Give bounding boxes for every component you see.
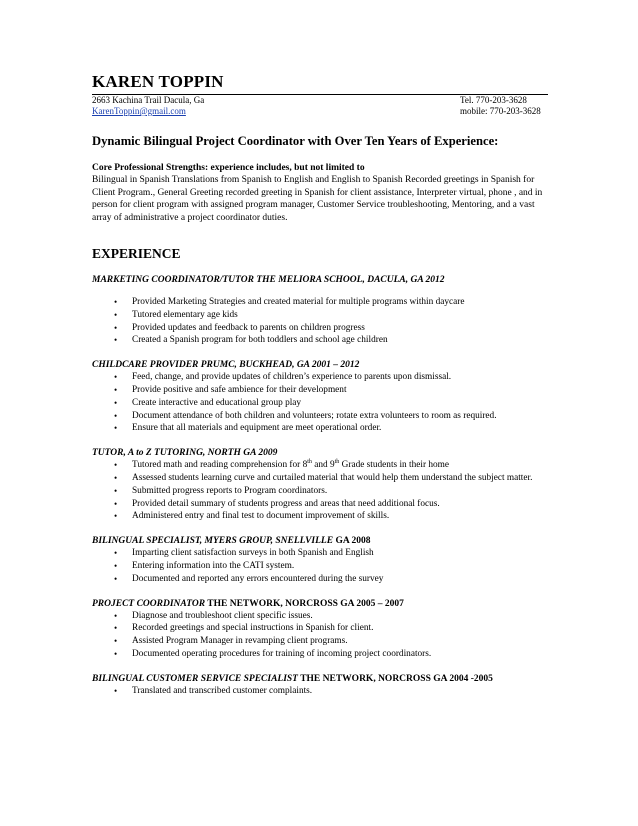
contact-right bbox=[460, 95, 548, 117]
job-bullet bbox=[106, 371, 548, 384]
job-bullet bbox=[106, 397, 548, 410]
job-bullet bbox=[106, 472, 548, 485]
job-title-plain: THE NETWORK, NORCROSS GA 2005 – 2007 bbox=[205, 598, 404, 609]
bullet-dot-icon: • bbox=[114, 560, 118, 571]
bullet-dot-icon: • bbox=[114, 322, 118, 333]
job-bullet bbox=[106, 610, 548, 623]
job-title bbox=[92, 673, 548, 685]
job-bullet-text: Recorded greetings and special instructions in Spanish for client. bbox=[132, 623, 374, 634]
bullet-dot-icon: • bbox=[114, 397, 118, 408]
job-bullet-text: Documented operating procedures for training of incoming project coordinators. bbox=[132, 648, 432, 659]
job-entry bbox=[92, 359, 548, 435]
job-title bbox=[92, 447, 548, 459]
job-title bbox=[92, 359, 548, 371]
job-bullet-text: Tutored elementary age kids bbox=[132, 309, 238, 320]
job-bullet-text: Create interactive and educational group play bbox=[132, 397, 302, 408]
job-bullet-text: Translated and transcribed customer complaints. bbox=[132, 685, 313, 696]
job-bullet bbox=[106, 322, 548, 335]
job-bullet-text: Imparting client satisfaction surveys in both Spanish and English bbox=[132, 548, 374, 559]
job-title bbox=[92, 535, 548, 547]
bullet-dot-icon: • bbox=[114, 573, 118, 584]
job-title-italic: PROJECT COORDINATOR bbox=[92, 598, 206, 609]
bullet-dot-icon: • bbox=[114, 309, 118, 320]
job-entry bbox=[92, 535, 548, 585]
job-bullet-list bbox=[92, 610, 548, 661]
bullet-dot-icon: • bbox=[114, 511, 118, 522]
job-bullet bbox=[106, 635, 548, 648]
bullet-dot-icon: • bbox=[114, 648, 118, 659]
job-bullet bbox=[106, 334, 548, 347]
job-bullet-text: Assisted Program Manager in revamping client programs. bbox=[132, 636, 348, 647]
bullet-dot-icon: • bbox=[114, 623, 118, 634]
job-bullet bbox=[106, 459, 548, 472]
job-entry bbox=[92, 274, 548, 347]
job-bullet bbox=[106, 685, 548, 698]
job-bullet bbox=[106, 560, 548, 573]
job-bullet-list bbox=[92, 296, 548, 347]
telephone: Tel. 770-203-3628 bbox=[460, 95, 527, 105]
bullet-dot-icon: • bbox=[114, 636, 118, 647]
job-bullet-text: Provide positive and safe ambience for their development bbox=[132, 384, 347, 395]
job-bullet-text: Provided detail summary of students progress and areas that need additional focus. bbox=[132, 498, 440, 509]
job-bullet bbox=[106, 622, 548, 635]
job-title-italic: TUTOR, A to Z TUTORING, NORTH GA 2009 bbox=[92, 448, 278, 459]
bullet-dot-icon: • bbox=[114, 410, 118, 421]
job-title-plain: GA 2008 bbox=[333, 536, 371, 547]
job-bullet-text: Tutored math and reading comprehension for 8th and 9th Grade students in their home bbox=[132, 459, 450, 471]
job-bullet bbox=[106, 422, 548, 435]
job-bullet-list bbox=[92, 371, 548, 435]
job-bullet-text: Created a Spanish program for both toddlers and school age children bbox=[132, 335, 388, 346]
job-title bbox=[92, 274, 548, 286]
job-title-plain: THE NETWORK, NORCROSS GA 2004 -2005 bbox=[298, 673, 493, 684]
job-title-italic: MARKETING COORDINATOR/TUTOR THE MELIORA SCHOOL, DACULA, GA 2012 bbox=[92, 275, 445, 285]
bullet-dot-icon: • bbox=[114, 423, 118, 434]
bullet-dot-icon: • bbox=[114, 372, 118, 383]
bullet-dot-icon: • bbox=[114, 472, 118, 483]
job-bullet bbox=[106, 498, 548, 511]
job-entry bbox=[92, 598, 548, 661]
bullet-dot-icon: • bbox=[114, 297, 118, 307]
bullet-dot-icon: • bbox=[114, 498, 118, 509]
job-bullet-text: Ensure that all materials and equipment are meet operational order. bbox=[132, 423, 382, 434]
experience-list bbox=[92, 274, 548, 698]
job-bullet bbox=[106, 485, 548, 498]
job-bullet-text: Assessed students learning curve and curtailed material that would help them understand the subject matter. bbox=[132, 472, 533, 483]
job-bullet-list bbox=[92, 547, 548, 585]
job-bullet-text: Document attendance of both children and volunteers; rotate extra volunteers to room as required. bbox=[132, 410, 497, 421]
contact-left bbox=[92, 95, 204, 117]
job-title-italic: BILINGUAL SPECIALIST, MYERS GROUP, SNELLVILLE bbox=[92, 536, 334, 547]
job-bullet bbox=[106, 547, 548, 560]
job-bullet-text: Diagnose and troubleshoot client specific issues. bbox=[132, 610, 313, 621]
job-bullet-list bbox=[92, 685, 548, 698]
job-bullet bbox=[106, 573, 548, 586]
core-strengths-text: Bilingual in Spanish Translations from Spanish to English and English to Spanish Recorded greetings in Spanish for Client Program., General Greeting recorded greeting in Spanish for client assistance, Interpreter virtual, phone , and in person for client program with assigned program manager, Customer Service troubleshooting, Mentoring, and a vast array of administrative a project coordinator duties. bbox=[92, 175, 543, 223]
job-entry bbox=[92, 447, 548, 523]
bullet-dot-icon: • bbox=[114, 685, 118, 696]
job-bullet-text: Entering information into the CATI system. bbox=[132, 560, 295, 571]
job-bullet-text: Administered entry and final test to document improvement of skills. bbox=[132, 511, 390, 522]
contact-block bbox=[92, 95, 548, 117]
job-bullet-text: Provided updates and feedback to parents on children progress bbox=[132, 322, 365, 333]
job-bullet bbox=[106, 296, 548, 309]
core-strengths-label: Core Professional Strengths: experience includes, but not limited to bbox=[92, 163, 365, 173]
job-bullet bbox=[106, 510, 548, 523]
job-bullet-text: Submitted progress reports to Program coordinators. bbox=[132, 485, 328, 496]
bullet-dot-icon: • bbox=[114, 610, 118, 621]
address: 2663 Kachina Trail Dacula, Ga bbox=[92, 95, 205, 105]
bullet-dot-icon: • bbox=[114, 548, 118, 559]
resume-page bbox=[92, 72, 548, 698]
bullet-dot-icon: • bbox=[114, 485, 118, 496]
bullet-dot-icon: • bbox=[114, 335, 118, 346]
email-link[interactable]: KarenToppin@gmail.com bbox=[92, 106, 186, 116]
job-bullet-text: Provided Marketing Strategies and created material for multiple programs within daycare bbox=[132, 297, 465, 307]
job-bullet bbox=[106, 648, 548, 661]
bullet-dot-icon: • bbox=[114, 384, 118, 395]
job-bullet-text: Feed, change, and provide updates of children’s experience to parents upon dismissal. bbox=[132, 372, 452, 383]
job-title bbox=[92, 598, 548, 610]
bullet-dot-icon: • bbox=[114, 460, 118, 471]
mobile: mobile: 770-203-3628 bbox=[460, 106, 541, 116]
job-entry bbox=[92, 673, 548, 698]
job-title-italic: CHILDCARE PROVIDER PRUMC, BUCKHEAD, GA 2001 – 2012 bbox=[92, 360, 360, 371]
job-bullet-list bbox=[92, 459, 548, 523]
headline: Dynamic Bilingual Project Coordinator with Over Ten Years of Experience: bbox=[92, 134, 499, 148]
job-bullet bbox=[106, 309, 548, 322]
job-title-italic: BILINGUAL CUSTOMER SERVICE SPECIALIST bbox=[92, 673, 298, 684]
job-bullet bbox=[106, 410, 548, 423]
candidate-name: KAREN TOPPIN bbox=[92, 72, 224, 91]
experience-heading: EXPERIENCE bbox=[92, 246, 181, 261]
job-bullet-text: Documented and reported any errors encountered during the survey bbox=[132, 573, 384, 584]
job-bullet bbox=[106, 384, 548, 397]
